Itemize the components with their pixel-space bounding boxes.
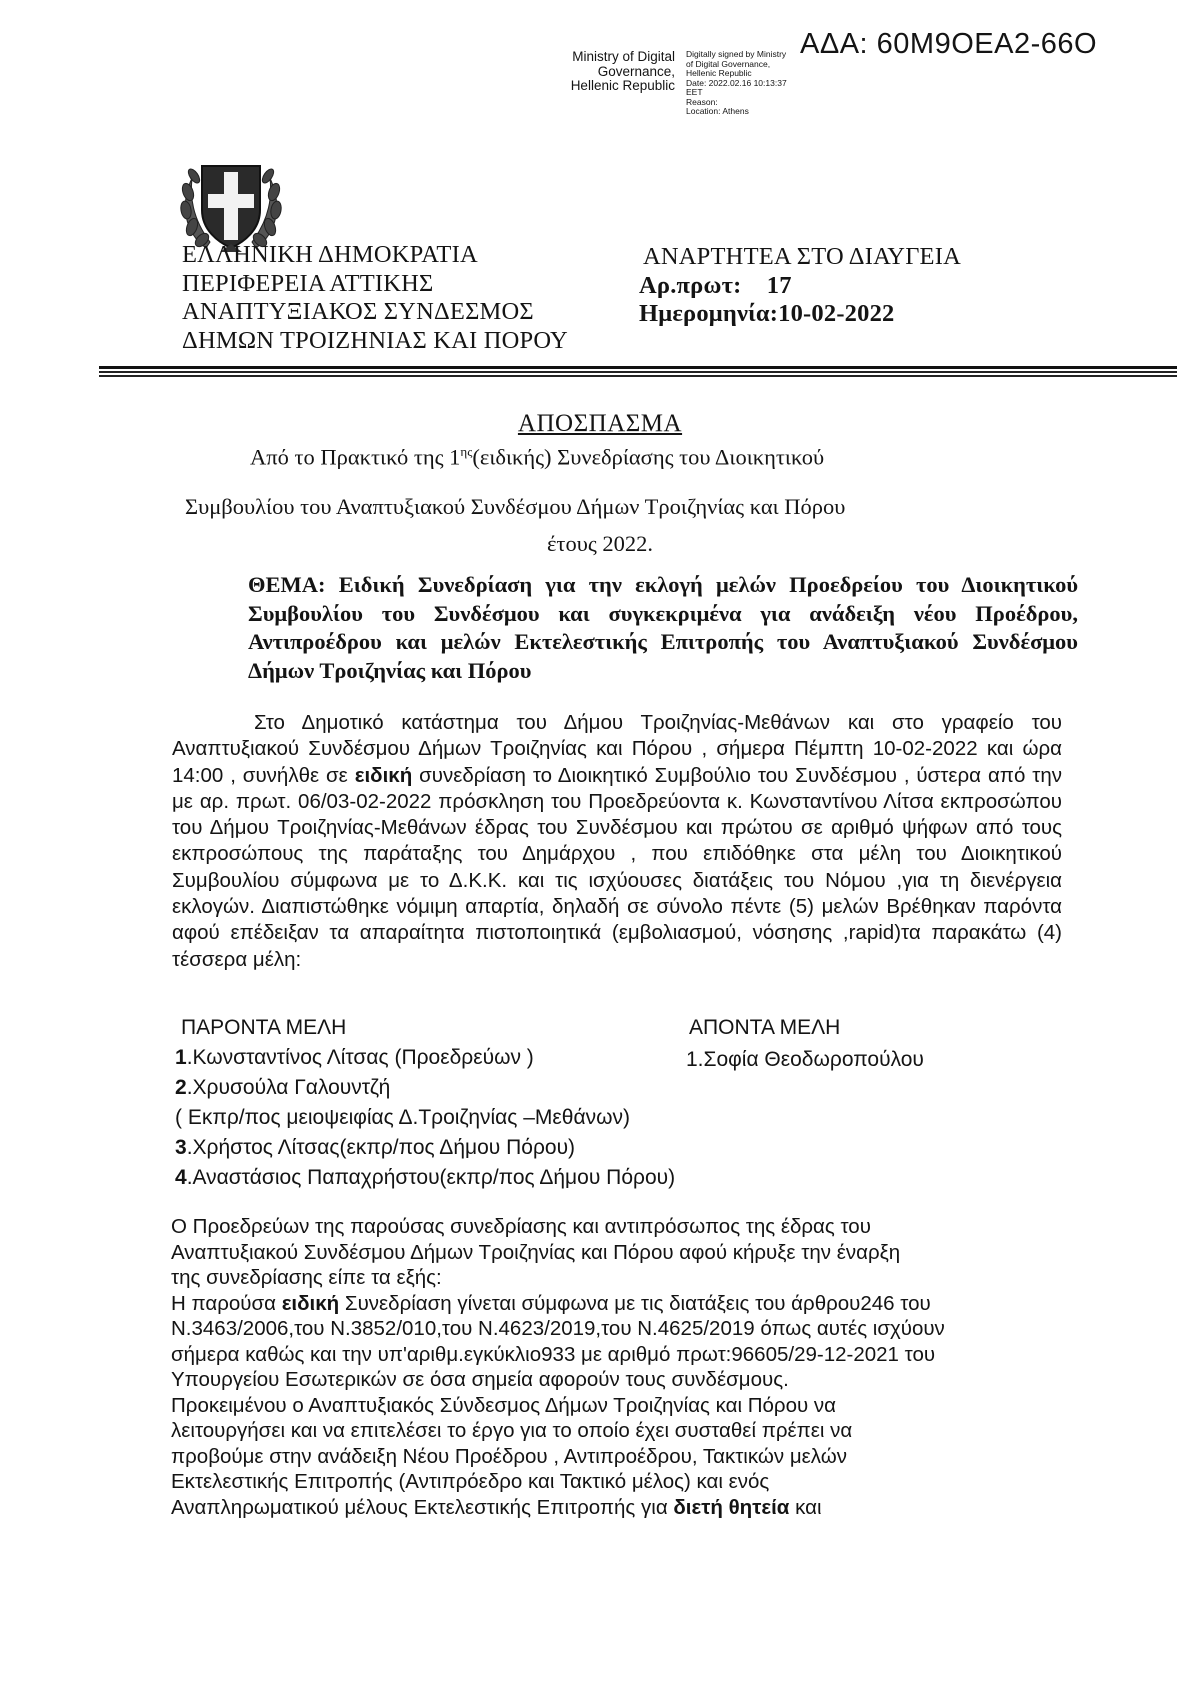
- statement-line: [171, 1291, 1066, 1317]
- posting-note: ΑΝΑΡΤΗΤΕΑ ΣΤΟ ΔΙΑΥΓΕΙΑ: [643, 243, 961, 270]
- emphasis-text: ειδική: [354, 763, 413, 787]
- signature-detail-line: Date: 2022.02.16 10:13:37: [686, 77, 787, 88]
- signature-detail-line: Location: Athens: [686, 106, 749, 116]
- signer-line: Hellenic Republic: [570, 78, 675, 93]
- emphasis-text: ειδική: [281, 1291, 340, 1315]
- paragraph-text: Στο Δημοτικό κατάστημα του Δήμου Τροιζηνίας-Μεθάνων και στο γραφείο του Αναπτυξιακού Συνδέσμου Δήμων Τροιζηνίας και Πόρου , σήμερα Πέμπτη 10-02-2022 και ώρα 14:00 , συνήλθε σε: [172, 711, 1062, 787]
- statement-line: Εκτελεστικής Επιτροπής (Αντιπρόεδρο και Τακτικό μέλος) και ενός: [171, 1470, 770, 1493]
- statement-text: Αναπληρωματικού μέλους Εκτελεστικής Επιτροπής για: [171, 1495, 674, 1519]
- statement-line: σήμερα καθώς και την υπ'αριθμ.εγκύκλιο933 με αριθμό πρωτ:96605/29-12-2021 του: [171, 1342, 936, 1366]
- statement-text: Η παρούσα: [171, 1291, 282, 1315]
- title-text: Από το Πρακτικό της 1: [250, 444, 461, 470]
- signature-details: [686, 50, 816, 117]
- title-line: [250, 444, 1100, 471]
- signature-detail-line: Reason:: [686, 96, 718, 107]
- protocol-label: Αρ.πρωτ:: [639, 271, 742, 299]
- emphasis-text: διετή θητεία: [673, 1495, 790, 1519]
- subject-block: [248, 571, 1078, 685]
- statement-line: της συνεδρίασης είπε τα εξής:: [171, 1266, 442, 1289]
- subject-label: ΘΕΜΑ:: [248, 572, 326, 597]
- title-line: Συμβουλίου του Αναπτυξιακού Συνδέσμου Δήμων Τροιζηνίας και Πόρου: [185, 494, 846, 519]
- issuer-line: ΔΗΜΩΝ ΤΡΟΙΖΗΝΙΑΣ ΚΑΙ ΠΟΡΟΥ: [182, 326, 568, 354]
- member-name: 1.Σοφία Θεοδωροπούλου: [686, 1048, 924, 1071]
- date-value: 10-02-2022: [778, 300, 895, 327]
- statement-text: Συνεδρίαση γίνεται σύμφωνα με τις διατάξεις του άρθρου246 του: [339, 1291, 931, 1315]
- signature-detail-line: of Digital Governance,: [686, 58, 771, 69]
- statement-text: και: [789, 1495, 822, 1519]
- member-name: .Χρήστος Λίτσας(εκπρ/πος Δήμου Πόρου): [186, 1136, 576, 1159]
- statement-line: Προκειμένου ο Αναπτυξιακός Σύνδεσμος Δήμων Τροιζηνίας και Πόρου να: [171, 1393, 836, 1417]
- statement-line: [171, 1495, 1066, 1521]
- member-number: 1: [175, 1046, 187, 1069]
- member-name: .Αναστάσιος Παπαχρήστου(εκπρ/πος Δήμου Πόρου): [186, 1166, 676, 1189]
- issuer-line: ΕΛΛΗΝΙΚΗ ΔΗΜΟΚΡΑΤΙΑ: [182, 241, 478, 268]
- protocol-row: [639, 272, 961, 301]
- statement-line: Ο Προεδρεύων της παρούσας συνεδρίασης και αντιπρόσωπος της έδρας του: [171, 1215, 871, 1238]
- absent-members-heading: ΑΠΟΝΤΑ ΜΕΛΗ: [689, 1016, 841, 1039]
- signature-detail-line: Digitally signed by Ministry: [686, 49, 787, 59]
- date-row: [639, 300, 961, 329]
- statement-line: Αναπτυξιακού Συνδέσμου Δήμων Τροιζηνίας και Πόρου αφού κήρυξε την έναρξη: [171, 1240, 901, 1264]
- meeting-paragraph: [172, 710, 1062, 973]
- member-number: 4: [175, 1166, 187, 1189]
- present-member: [175, 1136, 575, 1160]
- subject-text: Ειδική Συνεδρίαση για την εκλογή μελών Προεδρείου του Διοικητικού Συμβουλίου του Συνδέσμου και συγκεκριμένα για ανάδειξη νέου Προέδρου, Αντιπροέδρου και μελών Εκτελεστικής Επιτροπής του Αναπτυξιακού Συνδέσμου Δήμων Τροιζηνίας και Πόρου: [248, 572, 1079, 683]
- member-note: ( Εκπρ/πος μειοψειφίας Δ.Τροιζηνίας –Μεθάνων): [175, 1106, 630, 1129]
- signer-line: Governance,: [597, 63, 675, 79]
- paragraph-text: συνεδρίαση το Διοικητικό Συμβούλιο του Συνδέσμου , ύστερα από την με αρ. πρωτ. 06/03-02-2022 πρόσκληση του Προεδρεύοντα κ. Κωνσταντίνου Λίτσα εκπροσώπου του Δήμου Τροιζηνίας-Μεθάνων έδρας του Συνδέσμου και πρώτου σε αριθμό ψήφων από τους εκπροσώπους της παράταξης του Δημάρχου , που επιδόθηκε στα μέλη του Διοικητικού Συμβουλίου σύμφωνα με το Δ.Κ.Κ. και τις ισχύουσες διατάξεις του Νόμου ,για τη διενέργεια εκλογών. Διαπιστώθηκε νόμιμη απαρτία, δηλαδή σε σύνολο πέντε (5) μελών Βρέθηκαν παρόντα αφού επέδειξαν τα απαραίτητα πιστοποιητικά (εμβολιασμού, νόσησης ,rapid)τα παρακάτω (4) τέσσερα μέλη:: [172, 763, 1062, 971]
- member-name: .Κωνσταντίνος Λίτσας (Προεδρεύων ): [186, 1046, 534, 1069]
- title-text: (ειδικής) Συνεδρίασης του Διοικητικού: [472, 444, 825, 470]
- signer-name: [565, 50, 675, 94]
- signer-line: Ministry of Digital: [572, 49, 675, 64]
- document-info: [639, 243, 961, 329]
- header-divider: [99, 366, 1177, 380]
- present-member: [175, 1166, 675, 1190]
- present-member: [175, 1076, 390, 1100]
- present-member: [175, 1046, 534, 1070]
- statement-line: προβούμε στην ανάδειξη Νέου Προέδρου , Αντιπροέδρου, Τακτικών μελών: [171, 1444, 847, 1468]
- issuer-header: [182, 241, 568, 355]
- member-number: 3: [175, 1136, 187, 1159]
- issuer-line: ΑΝΑΠΤΥΞΙΑΚΟΣ ΣΥΝΔΕΣΜΟΣ: [182, 298, 534, 325]
- member-number: 2: [175, 1076, 187, 1099]
- issuer-line: ΠΕΡΙΦΕΡΕΙΑ ΑΤΤΙΚΗΣ: [182, 269, 434, 297]
- signature-detail-line: Hellenic Republic: [686, 68, 752, 78]
- ordinal-superscript: ης: [460, 444, 473, 459]
- chair-statement: [171, 1214, 1066, 1520]
- extract-heading: ΑΠΟΣΠΑΣΜΑ: [517, 410, 683, 437]
- statement-line: Ν.3463/2006,του Ν.3852/010,του Ν.4623/2019,του Ν.4625/2019 όπως αυτές ισχύουν: [171, 1317, 945, 1340]
- statement-line: Υπουργείου Εσωτερικών σε όσα σημεία αφορούν τους συνδέσμους.: [171, 1368, 789, 1391]
- protocol-number: 17: [766, 271, 792, 299]
- ada-code: ΑΔΑ: 60Μ9ΟΕΑ2-66Ο: [800, 28, 1098, 60]
- member-name: .Χρυσούλα Γαλουντζή: [186, 1076, 391, 1099]
- statement-line: λειτουργήσει και να επιτελέσει το έργο για το οποίο έχει συσταθεί πρέπει να: [171, 1419, 853, 1442]
- title-line: έτους 2022.: [546, 531, 654, 556]
- signature-detail-line: EET: [686, 87, 703, 97]
- present-members-heading: ΠΑΡΟΝΤΑ ΜΕΛΗ: [181, 1016, 347, 1039]
- absent-member: [686, 1048, 924, 1072]
- date-label: Ημερομηνία:: [639, 300, 779, 327]
- present-member-note: [175, 1106, 630, 1130]
